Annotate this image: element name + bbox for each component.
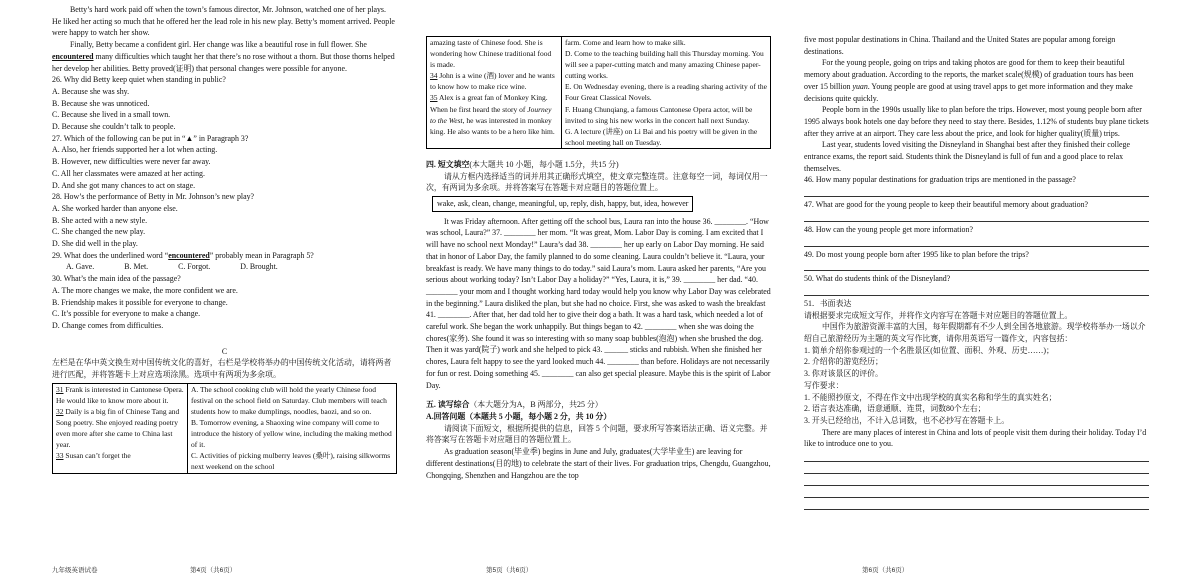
table-item: farm. Come and learn how to make silk. <box>565 38 686 47</box>
section-51-heading: 51．书面表达 <box>804 298 852 308</box>
section-4-intro: 请从方框内选择适当的词并用其正确形式填空，使文章完整连贯。注意每空一词，每词仅用一次，有两词为多余项。并将答案写在答题卡对应题目的答题位置上。 <box>426 171 768 193</box>
answer-line[interactable] <box>804 186 1149 197</box>
paragraph: Betty’s hard work paid off when the town’s famous director, Mr. Johnson, watched one of her plays. He liked her acting so much that he offered her the lead role in his new play. Betty’s moment arrived. People were happy to watch her show. <box>52 5 395 38</box>
cloze-passage: It was Friday afternoon. After getting off the school bus, Laura ran into the house 36. ________. “How was school, Laura?” 37. ________ her mom. “It was great, Mom. Labor Day is coming. I am excited that I will have no school next Monday!” Laura’s dad 38. ________ her up early on Labor Day morning. He said that in honor of Labor Day, the family planned to do some cleaning. Laura couldn’t believe it. “Laura, your breakfast is ready. We have many things to do today.” said Laura’s mom. Laura asked her parents, “Are you serious about working today? Isn’t Labor Day a holiday?” “Yes, Laura, it is,” 39. ________ her dad. “40. ________ your mom and I thought working hard today would help you know why Labor Day was celebrated in the beginning.” Laura disliked the plan, but she had no choice. First, she was asked to wash the breakfast 41. ________. After that, her dad told her to give their dog a bath. It was a hard task, which needed a lot of careful work. She began the work unhappily. But things began to 42. ________ when she was doing the chores(家务). She found it was so interesting with so many soap bubbles(泡泡) when she brushed the dog. Then it was yard(院子) work and she helped to pick 43. ______ sticks and rubbish. When she finished her chores, Laura felt happy to see the yard looked much 44. ________ than before. Holidays are not necessarily for fun or rest. Doing something 45. ________ can also get special pleasure. Maybe this is the spirit of Labor Day. <box>426 216 771 390</box>
table-item: 34 John is a wine (酒) lover and he wants to know how to make rice wine. <box>430 71 555 92</box>
paragraph: For the young people, going on trips and taking photos are good for them to keep their beautiful memory about graduation. According to the reports, the market scale(规模) of graduation tours has been over 15 billion yuan. Young people are good at using travel apps to get more information and they make decisions quite quickly. <box>804 58 1134 103</box>
options-row <box>66 261 397 273</box>
option: A. Also, her friends supported her a lot when acting. <box>52 145 218 155</box>
option: B. She acted with a new style. <box>52 215 148 225</box>
table-item: F. Huang Chunqiang, a famous Cantonese Opera actor, will be invited to sing his new works in the concert hall next Sunday. <box>565 104 753 125</box>
section-c-heading: C <box>221 346 228 356</box>
option: D. Because she couldn’t talk to people. <box>52 122 176 132</box>
section-5-heading: 五. 读写综合（本大题分为A，B 两部分，共25 分） <box>426 400 603 410</box>
table-right-column <box>188 384 396 473</box>
writing-requirements-heading: 写作要求： <box>804 380 844 390</box>
option: C. Forgot. <box>178 262 211 272</box>
option: C. She changed the new play. <box>52 227 146 237</box>
answer-line[interactable] <box>804 462 1149 474</box>
question-26: 26. Why did Betty keep quiet when standing in public? <box>52 75 226 85</box>
table-left-column <box>427 37 562 148</box>
option: D. She did well in the play. <box>52 239 138 249</box>
option: A. She worked harder than anyone else. <box>52 203 178 213</box>
section-4-heading: 四. 短文填空(本大题共 10 小题，每小题 1.5分，共15 分) <box>426 159 619 169</box>
paragraph: Last year, students loved visiting the Disneyland in Shanghai best after they finished their college entrance exams, the report said. Students think the Disneyland is full of fun and a good place to relax themselves. <box>804 140 1131 173</box>
section-5a-heading: A.回答问题（本题共 5 小题，每小题 2 分，共 10 分） <box>426 412 612 421</box>
option: B. Friendship makes it possible for everyone to change. <box>52 297 228 307</box>
option: A. Gave. <box>66 262 95 272</box>
writing-point: 1. 简单介绍你参观过的一个名胜景区(如位置、面积、外观、历史……)； <box>804 345 1054 355</box>
answer-line[interactable] <box>804 450 1149 462</box>
writing-requirement: 1. 不能照抄原文，不得在作文中出现学校的真实名称和学生的真实姓名； <box>804 392 1057 402</box>
page-number: 第4页（共6页） <box>190 567 237 574</box>
footer-title: 九年级英语试卷 <box>52 567 98 574</box>
question-27: 27. Which of the following can be put in “▲” in Paragraph 3? <box>52 133 249 143</box>
section-5-intro: 请阅读下面短文，根据所提供的信息，回答 5 个问题，要求所写答案语法正确、语义完整。并将答案写在答题卡对应题目的答题位置上。 <box>426 423 768 445</box>
word-box: wake, ask, clean, change, meaningful, up, reply, dish, happy, but, idea, however <box>432 196 693 212</box>
table-item: 31 Frank is interested in Cantonese Opera. He would like to know more about it. <box>56 384 184 405</box>
option: B. However, new difficulties were never far away. <box>52 157 211 167</box>
triangle-icon: ▲ <box>185 133 194 143</box>
question-29: 29. What does the underlined word “encountered” probably mean in Paragraph 5? <box>52 250 314 260</box>
option: B. Met. <box>124 262 149 272</box>
option: C. Because she lived in a small town. <box>52 110 171 120</box>
writing-instruction: 请根据要求完成短文写作，并将作文内容写在答题卡对应题目的答题位置上。 <box>804 310 1073 320</box>
answer-line[interactable] <box>804 260 1149 271</box>
question-49: 49. Do most young people born after 1995 like to plan before the trips? <box>804 249 1029 259</box>
table-item: D. Come to the teaching building hall this Thursday morning. You will see a paper-cutting match and many amazing Chinese paper-cutting works. <box>565 49 764 81</box>
writing-point: 2. 介绍你的游览经历； <box>804 357 883 367</box>
question-46: 46. How many popular destinations for graduation trips are mentioned in the passage? <box>804 175 1076 185</box>
table-item: 33 Susan can’t forget the <box>56 451 131 461</box>
table-item: 35 Alex is a great fan of Monkey King. When he first heard the story of Journey to the West, he was interested in monkey king. He also wants to be a hero like him. <box>430 93 555 136</box>
option: A. The more changes we make, the more confident we are. <box>52 285 238 295</box>
underlined-word: encountered <box>168 250 210 260</box>
table-item: amazing taste of Chinese food. She is wondering how Chinese traditional food is made. <box>430 38 552 70</box>
writing-requirement: 2. 语言表达准确，语意通顺、连贯，词数80个左右； <box>804 404 986 414</box>
option: D. And she got many chances to act on stage. <box>52 180 196 190</box>
paragraph: five most popular destinations in China. Thailand and the United States are popular among foreign destinations. <box>804 35 1116 56</box>
page-5-column <box>426 36 771 481</box>
option: A. Because she was shy. <box>52 86 130 96</box>
option: C. It’s possible for everyone to make a change. <box>52 309 201 319</box>
answer-line[interactable] <box>804 498 1149 510</box>
writing-prompt: 中国作为旅游资源丰富的大国，每年假期都有不少人到全国各地旅游。现学校将举办一场以介绍自己旅游经历为主题的英文写作比赛，请你用英语写一篇作文，内容包括： <box>804 322 1146 344</box>
question-30: 30. What’s the main idea of the passage? <box>52 274 181 284</box>
table-item: A. The school cooking club will hold the yearly Chinese food festival on the school field on Saturday. Club members will teach students how to make dumplings, noodles, baozi, and so on. <box>191 384 387 416</box>
paragraph: As graduation season(毕业季) begins in June and July, graduates(大学毕业生) are leaving for different destinations(目的地) to celebrate the start of their lives. For graduation trips, Chengdu, Guangzhou, Chongqing, Shenzhen and Hangzhou are the top <box>426 447 771 480</box>
matching-table-continued <box>426 36 771 149</box>
writing-point: 3. 你对该景区的评价。 <box>804 369 883 379</box>
paragraph: People born in the 1990s usually like to plan before the trips. However, most young people born after 1995 always book hotels one day before they need to stay there. Besides, 1.12% of students buy plane tickets after they arrive at an airport. They care less about the price, and look for higher quality(质量) trips. <box>804 105 1149 138</box>
option: D. Brought. <box>240 262 278 272</box>
question-28: 28. How’s the performance of Betty in Mr. Johnson’s new play? <box>52 192 255 202</box>
paragraph: Finally, Betty became a confident girl. Her change was like a beautiful rose in full flower. She encountered many difficulties which taught her that there’s no rose without a thorn. But those thorns helped her develop her abilities. Betty proved(证明) that personal changes were possible for anyone. <box>52 40 395 73</box>
writing-requirement: 3. 开头已经给出，不计入总词数，也不必抄写在答题卡上。 <box>804 415 1010 425</box>
table-item: C. Activities of picking mulberry leaves (桑叶), raising silkworms next weekend on the school <box>191 451 391 472</box>
table-item: B. Tomorrow evening, a Shaoxing wine company will come to introduce the history of yellow wine, including the making method of it. <box>191 418 392 450</box>
page-number: 第6页（共6页） <box>862 567 909 574</box>
answer-line[interactable] <box>804 211 1149 222</box>
answer-line[interactable] <box>804 486 1149 498</box>
essay-opening: There are many places of interest in China and lots of people visit them during their holiday. Today I’d like to introduce one to you. <box>804 427 1147 449</box>
underlined-word: encountered <box>52 51 94 61</box>
page-4-column <box>52 4 397 474</box>
question-47: 47. What are good for the young people to keep their beautiful memory about graduation? <box>804 200 1089 210</box>
table-item: G. A lecture (讲座) on Li Bai and his poetry will be given in the school meeting hall on Tuesday. <box>565 126 758 147</box>
option: D. Change comes from difficulties. <box>52 320 164 330</box>
answer-line[interactable] <box>804 236 1149 247</box>
answer-line[interactable] <box>804 285 1149 296</box>
table-item: E. On Wednesday evening, there is a reading sharing activity of the Four Great Classical Novels. <box>565 82 767 103</box>
table-left-column <box>53 384 188 473</box>
matching-table <box>52 383 397 474</box>
page-6-column <box>804 34 1149 510</box>
answer-line[interactable] <box>804 474 1149 486</box>
page-number: 第5页（共6页） <box>486 567 533 574</box>
option: C. All her classmates were amazed at her acting. <box>52 168 205 178</box>
table-right-column <box>562 37 770 148</box>
table-item: 32 Daily is a big fin of Chinese Tang and Song poetry. She enjoyed reading poetry even more after she came to China last year. <box>56 406 180 450</box>
option: B. Because she was unnoticed. <box>52 98 150 108</box>
section-c-intro: 左栏是在华中英文换生对中国传统文化的喜好，右栏是学校将举办的中国传统文化活动，请将两者进行匹配，并将答题卡上对应选项涂黑。选项中有两项为多余项。 <box>52 358 392 380</box>
question-48: 48. How can the young people get more information? <box>804 224 973 234</box>
question-50: 50. What do students think of the Disneyland? <box>804 274 951 284</box>
